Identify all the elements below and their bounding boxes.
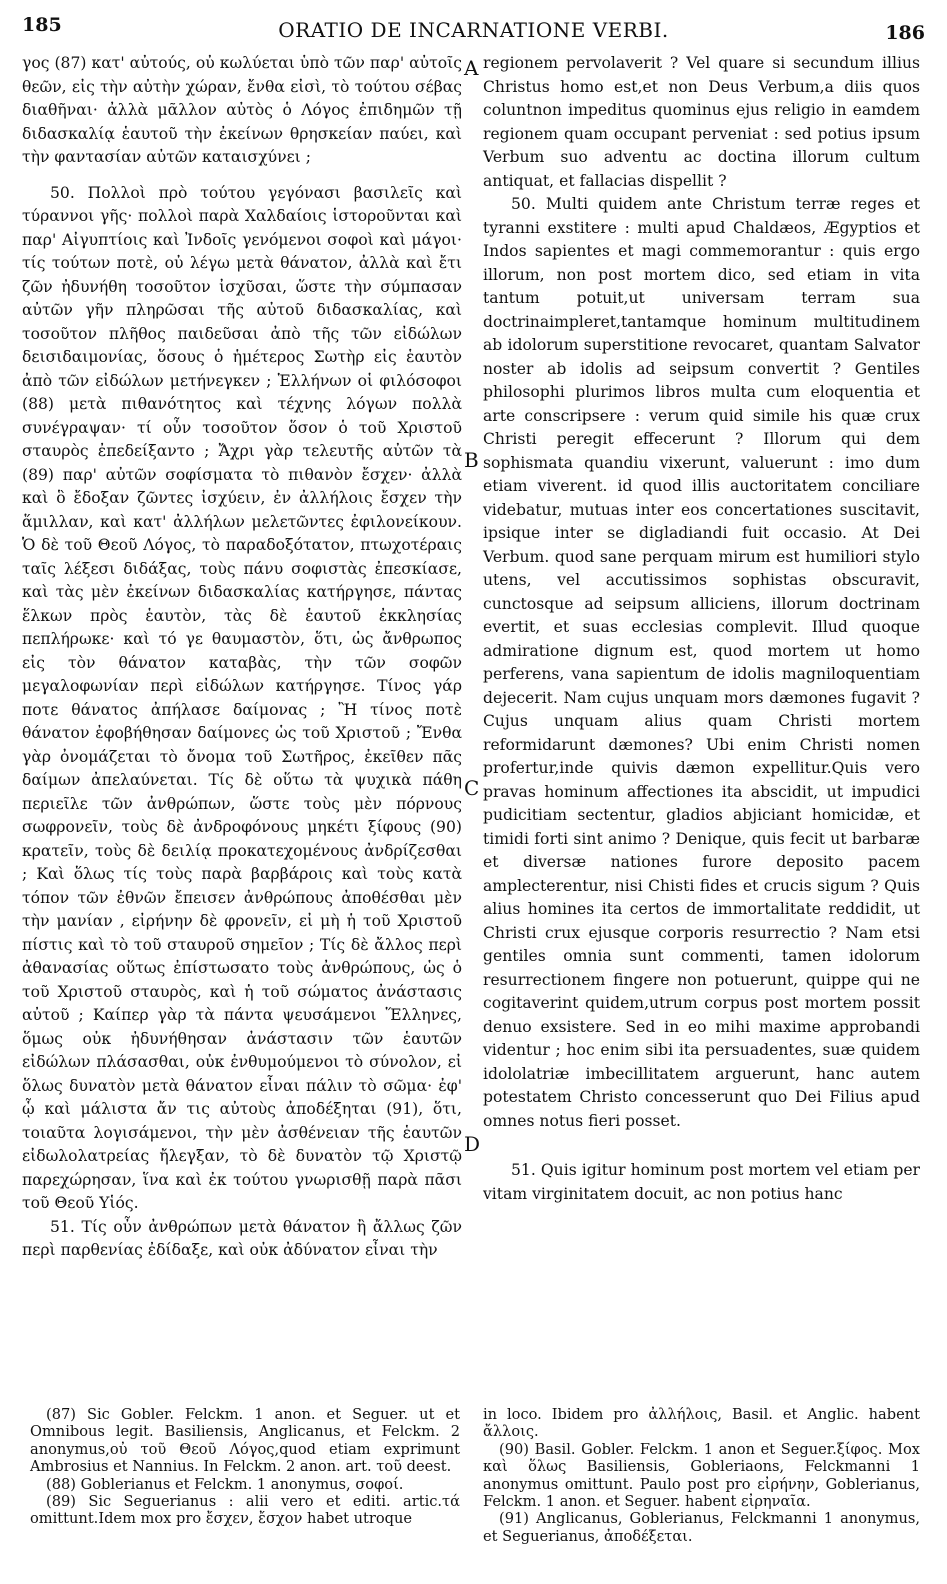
footnote-90: (90) Basil. Gobler. Felckm. 1 anon et Seguer.ξίφος. Mox καὶ ὅλως Basiliensis, Gobleriaons, Felckmanni 1 anonymus omittunt. Paulo post pro εἰρήνην, Goblerianus, Felckm. 1 anon. et Seguer. habent εἰρηναῖα. (483, 1440, 920, 1511)
margin-letter-a: A (464, 56, 479, 80)
margin-letter-c: C (464, 776, 480, 800)
footnote-88: (88) Goblerianus et Felckm. 1 anonymus, σοφοί. (46, 1475, 404, 1493)
footnotes-right (483, 1406, 920, 1545)
margin-letters (462, 52, 482, 1252)
margin-letter-b: B (464, 448, 479, 472)
latin-paragraph-continuation: regionem pervolaverit ? Vel quare si secundum illius Christus homo est,et non Deus Verbum,a diis quos coluntnon impeditus quominus ejus religio in eamdem regionem quam occupant perveniat : sed potius ipsum Verbum suo adventu ac doctina illorum cultum antiquat, et fallacias dispellit ? (483, 54, 920, 190)
footnote-87: (87) Sic Gobler. Felckm. 1 anon. et Seguer. ut et Omnibous legit. Basiliensis, Anglicanus, et Felckm. 2 anonymus,οὐ τοῦ Θεοῦ Λόγος,quod etiam exprimunt Ambrosius et Nannius. In Felckm. 2 anon. art. τοῦ deest. (30, 1406, 460, 1476)
latin-column (483, 52, 920, 1206)
greek-column (22, 52, 462, 1263)
margin-letter-d: D (464, 1132, 481, 1156)
footnotes-left (30, 1406, 460, 1528)
footnote-89: (89) Sic Seguerianus : alii vero et editi. artic.τά omittunt.Idem mox pro ἔσχεν, ἔσχον habet utroque (30, 1493, 460, 1528)
running-head: ORATIO DE INCARNATIONE VERBI. (278, 18, 669, 42)
latin-paragraph-50: 50. Multi quidem ante Christum terræ reges et tyranni exstitere : multi apud Chaldæos, Ægyptios et Indos sapientes et magi commemorantur : quis ergo illorum, non post mortem dico, sed etiam in vita tantum potuit,ut universam terram sua doctrinaimpleret,tantamque hominum multitudinem ab idolorum superstitione revocaret, quantam Salvator noster ab idolis ad seipsum convertit ? Gentiles philosophi plurimos libros multa cum eloquentia et arte conscripsere : verum quid simile his quæ crux Christi peregit effecerunt ? Illorum qui dem sophismata quandiu vixerunt, valuerunt : imo dum etiam viverent. id quod illis auctoritatem conciliare videbatur, mutuas inter eos concertationes suscitavit, ipsique inter se digladiandi fuit occasio. At Dei Verbum. quod sane perquam mirum est humiliori stylo utens, vel accutissimos sophistas obscuravit, cunctosque ad seipsum alliciens, illorum doctrinam evertit, et suas ecclesias complevit. Illud quoque admiratione dignum est, quod mortem ut homo perferens, vana sapientum de idolis magniloquentiam dejecerit. Nam cujus unquam mors dæmones fugavit ? Cujus unquam alius quam Christi mortem reformidarunt dæmones? Ubi enim Christi nomen profertur,inde quivis dæmon expellitur.Quis vero pravas hominum affectiones ita abscidit, ut impudici pudicitiam sectentur, gladios abjiciant homicidæ, et timidi forti sint animo ? Denique, quis fecit ut barbaræ et diversæ nationes furore deposito pacem amplecterentur, nisi Chisti fides et crucis sigum ? Quis alius homines ita certos de immortalitate reddidit, ut Christi crux ejusque corporis resurrectio ? Nam etsi gentiles omnia sunt commenti, tamen idolorum resurrectionem fingere non potuerunt, quippe qui ne cogitaverint quidem,utrum corpus post mortem possit denuo exsistere. Sed in eo mihi maxime approbandi videntur ; hoc enim sibi ita persuadentes, suæ quidem idololatriæ imbecillitatem arguerunt, hanc autem potestatem Christo concesserunt quo Dei Filius apud omnes notus fieri posset. (483, 195, 920, 1130)
greek-paragraph-50: 50. Πολλοὶ πρὸ τούτου γεγόνασι βασιλεῖς καὶ τύραννοι γῆς· πολλοὶ παρὰ Χαλδαίοις ἱστοροῦνται καὶ παρ' Αἰγυπτίοις καὶ Ἰνδοῖς γενόμενοι σοφοὶ καὶ μάγοι· τίς τούτων ποτὲ, οὐ λέγω μετὰ θάνατον, ἀλλὰ καὶ ἔτι ζῶν ἠδυνήθη τοσοῦτον ἰσχῦσαι, ὥστε τὴν σύμπασαν αὐτῶν γῆν πληρῶσαι τῆς αὐτοῦ διδασκαλίας, καὶ τοσοῦτον πλῆθος παιδεῦσαι ἀπὸ τῆς τῶν εἰδώλων δεισιδαιμονίας, ὅσους ὁ ἡμέτερος Σωτὴρ εἰς ἑαυτὸν ἀπὸ τῶν εἰδώλων μετήνεγκεν ; Ἑλλήνων οἱ φιλόσοφοι (88) μετὰ πιθανότητος καὶ τέχνης λόγων πολλὰ συνέγραψαν· τί οὖν τοσοῦτον ὅσον ὁ τοῦ Χριστοῦ σταυρὸς ἐπεδείξαντο ; Ἄχρι γὰρ τελευτῆς αὐτῶν τὰ (89) παρ' αὐτῶν σοφίσματα τὸ πιθανὸν ἔσχεν· ἀλλὰ καὶ ὃ ἔδοξαν ζῶντες ἰσχύειν, ἐν ἀλλήλοις ἔσχεν τὴν ἅμιλλαν, καὶ κατ' ἀλλήλων μελετῶντες ἐφιλονείκουν. Ὁ δὲ τοῦ Θεοῦ Λόγος, τὸ παραδοξότατον, πτωχοτέραις ταῖς λέξεσι διδάξας, τοὺς πάνυ σοφιστὰς ἐπεσκίασε, καὶ τὰς μὲν ἐκείνων διδασκαλίας κατήργησε, πάντας ἕλκων πρὸς ἑαυτὸν, τὰς δὲ ἑαυτοῦ ἐκκλησίας πεπλήρωκε· καὶ τό γε θαυμαστὸν, ὅτι, ὡς ἄνθρωπος εἰς τὸν θάνατον καταβὰς, τὴν τῶν σοφῶν μεγαλοφωνίαν περὶ εἰδώλων κατήργησε. Τίνος γάρ ποτε θάνατος ἀπήλασε δαίμονας ; Ἢ τίνος ποτὲ θάνατον ἐφοβήθησαν δαίμονες ὡς τοῦ Χριστοῦ ; Ἔνθα γὰρ ὀνομάζεται τὸ ὄνομα τοῦ Σωτῆρος, ἐκεῖθεν πᾶς δαίμων ἀπελαύνεται. Τίς δὲ οὕτω τὰ ψυχικὰ πάθη περιεῖλε τῶν ἀνθρώπων, ὥστε τοὺς μὲν πόρνους σωφρονεῖν, τοὺς δὲ ἀνδροφόνους μηκέτι ξίφους (90) κρατεῖν, τοὺς δὲ δειλίᾳ προκατεχομένους ἀνδρίζεσθαι ; Καὶ ὅλως τίς τοὺς παρὰ βαρβάροις καὶ τοὺς κατὰ τόπον τῶν ἐθνῶν ἔπεισεν ἀνθρώπους ἀποθέσθαι μὲν τὴν μανίαν , εἰρήνην δὲ φρονεῖν, εἰ μὴ ἡ τοῦ Χριστοῦ πίστις καὶ τὸ τοῦ σταυροῦ σημεῖον ; Τίς δὲ ἄλλος περὶ ἀθανασίας οὕτως ἐπίστωσατο τοὺς ἀνθρώπους, ὡς ὁ τοῦ Χριστοῦ σταυρὸς, καὶ ἡ τοῦ σώματος ἀνάστασις αὐτοῦ ; Καίπερ γὰρ τὰ πάντα ψευσάμενοι Ἕλληνες, ὅμως οὐκ ἠδυνήθησαν ἀνάστασιν τῶν ἑαυτῶν εἰδώλων πλάσασθαι, οὐκ ἐνθυμούμενοι τὸ σύνολον, εἰ ὅλως δυνατὸν μετὰ θάνατον εἶναι πάλιν τὸ σῶμα· ἐφ' ᾧ καὶ μάλιστα ἄν τις αὐτοὺς ἀποδέξηται (91), ὅτι, τοιαῦτα λογισάμενοι, τὴν μὲν ἀσθένειαν τῆς ἑαυτῶν εἰδωλολατρείας ἤλεγξαν, τὸ δὲ δυνατὸν τῷ Χριστῷ παρεχώρησαν, ἵνα καὶ ἐκ τούτου γνωρισθῇ παρὰ πᾶσι τοῦ Θεοῦ Υἱός. (22, 183, 462, 1212)
greek-paragraph-51: 51. Τίς οὖν ἀνθρώπων μετὰ θάνατον ἢ ἄλλως ζῶν περὶ παρθενίας ἐδίδαξε, καὶ οὐκ ἀδύνατον εἶναι τὴν (22, 1217, 462, 1259)
latin-paragraph-51: 51. Quis igitur hominum post mortem vel etiam per vitam virginitatem docuit, ac non potius hanc (483, 1161, 920, 1203)
page-number-left: 185 (22, 14, 62, 36)
page-number-right: 186 (885, 22, 925, 44)
footnote-89-continued: in loco. Ibidem pro ἀλλήλοις, Basil. et Anglic. habent ἄλλοις. (483, 1406, 920, 1441)
page-header (14, 14, 933, 44)
footnote-91: (91) Anglicanus, Goblerianus, Felckmanni 1 anonymus, et Seguerianus, ἀποδέξεται. (483, 1510, 920, 1545)
greek-paragraph-continuation: γος (87) κατ' αὐτούς, οὐ κωλύεται ὑπὸ τῶν παρ' αὐτοῖς θεῶν, εἰς τὴν αὐτὴν χώραν, ἔνθα εἰσὶ, τὸ τούτου σέβας διαθῆναι· ἀλλὰ μᾶλλον αὐτὸς ὁ Λόγος ἐπιδημῶν τῇ διδασκαλίᾳ ἑαυτοῦ τὴν ἐκείνων θρησκείαν παύει, καὶ τὴν φαντασίαν αὐτῶν καταισχύνει ; (22, 54, 462, 166)
